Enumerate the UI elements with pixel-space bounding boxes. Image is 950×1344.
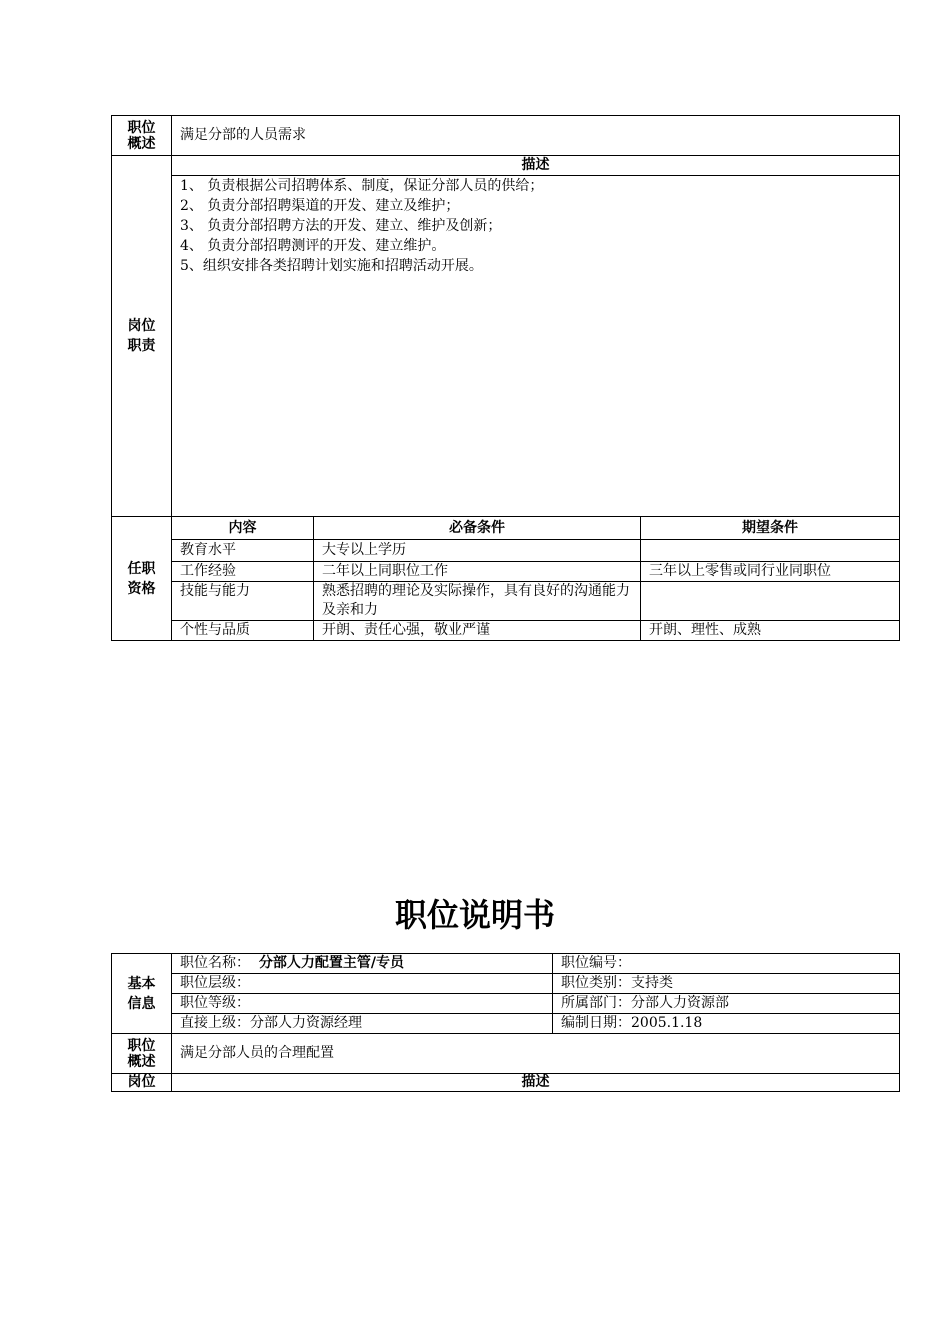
compile-date: 编制日期：2005.1.18	[553, 1014, 900, 1034]
qual-required: 开朗、责任心强，敬业严谨	[314, 621, 641, 641]
table-row	[112, 621, 900, 641]
qual-required: 熟悉招聘的理论及实际操作，具有良好的沟通能力及亲和力	[314, 582, 641, 621]
duty-item: 1、 负责根据公司招聘体系、制度，保证分部人员的供给；	[180, 178, 544, 194]
table-row	[112, 562, 900, 582]
position-category: 职位类别：支持类	[553, 974, 900, 994]
job-spec-table-2	[111, 953, 900, 1092]
description-header-2: 描述	[172, 1074, 900, 1092]
basic-info-label: 基本 信息	[112, 954, 172, 1034]
qual-required: 大专以上学历	[314, 540, 641, 562]
description-header: 描述	[172, 156, 900, 176]
department: 所属部门：分部人力资源部	[553, 994, 900, 1014]
table-row	[112, 540, 900, 562]
position-code: 职位编号：	[553, 954, 900, 974]
qual-item: 工作经验	[172, 562, 314, 582]
duty-item: 2、 负责分部招聘渠道的开发、建立及维护；	[180, 198, 460, 214]
document-title: 职位说明书	[394, 896, 555, 934]
qual-item: 教育水平	[172, 540, 314, 562]
duty-item: 4、 负责分部招聘测评的开发、建立维护。	[180, 238, 446, 254]
duty-item: 5、组织安排各类招聘计划实施和招聘活动开展。	[180, 258, 483, 274]
position-name	[172, 954, 553, 974]
qual-header-required: 必备条件	[314, 517, 641, 540]
table-row	[112, 582, 900, 621]
qual-item: 个性与品质	[172, 621, 314, 641]
position-grade: 职位等级：	[172, 994, 553, 1014]
qual-item: 技能与能力	[172, 582, 314, 621]
duties-list	[172, 176, 900, 517]
qualification-label: 任职 资格	[112, 517, 172, 641]
qual-header-desired: 期望条件	[641, 517, 900, 540]
position-name-label: 职位名称：	[180, 955, 250, 971]
overview-text: 满足分部的人员需求	[172, 116, 900, 156]
qual-required: 二年以上同职位工作	[314, 562, 641, 582]
qual-desired: 三年以上零售或同行业同职位	[641, 562, 900, 582]
job-spec-table-1	[111, 115, 900, 641]
qual-desired: 开朗、理性、成熟	[641, 621, 900, 641]
qual-header-content: 内容	[172, 517, 314, 540]
qual-desired	[641, 582, 900, 621]
duty-item: 3、 负责分部招聘方法的开发、建立、维护及创新；	[180, 218, 502, 234]
duties-label: 岗位 职责	[112, 156, 172, 517]
position-level: 职位层级：	[172, 974, 553, 994]
position-name-value: 分部人力配置主管/专员	[258, 955, 405, 971]
direct-superior: 直接上级：分部人力资源经理	[172, 1014, 553, 1034]
duties-label-2: 岗位	[112, 1074, 172, 1092]
overview-label: 职位 概述	[112, 116, 172, 156]
overview-text-2: 满足分部人员的合理配置	[172, 1034, 900, 1074]
overview-label-2: 职位 概述	[112, 1034, 172, 1074]
qual-desired	[641, 540, 900, 562]
